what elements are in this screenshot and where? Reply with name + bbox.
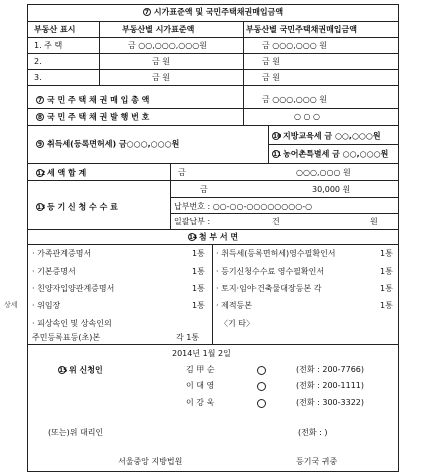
bond-total-label: 7 국 민 주 택 채 권 매 입 총 액 — [37, 95, 150, 105]
attach-right-5: 〈기 타〉 — [220, 319, 254, 328]
property-row-2-label: 2. — [34, 57, 42, 66]
header-standard-price: 부동산별 시가표준액 — [122, 25, 195, 34]
bulk-payment-count: 건 — [272, 217, 280, 226]
attach-right-3: · 토지·임야·건축물대장등본 각 — [216, 284, 322, 293]
agent-phone: (전화 : ) — [298, 428, 328, 437]
seal-icon — [257, 399, 266, 408]
bond-total-value: 금 ○○○,○○○ 원 — [262, 95, 327, 104]
registration-fee-label: 13 등 기 신 청 수 수 료 — [37, 202, 118, 212]
attach-right-4-count: 1통 — [380, 301, 393, 310]
rural-special-tax: 11 농어촌특별세 금 ○○,○○○원 — [273, 149, 389, 159]
registry-office: 등기국 귀중 — [296, 457, 338, 466]
attach-right-2: · 등기신청수수료 영수필확인서 — [216, 267, 325, 276]
tax-sum-currency: 금 — [178, 168, 186, 177]
property-row-2-bond: 금 원 — [262, 57, 280, 66]
property-row-1-label: 1. 주 택 — [34, 41, 63, 50]
seal-icon — [257, 366, 266, 375]
attach-left-3: · 친양자입양관계증명서 — [32, 284, 115, 293]
attach-right-4: · 제적등본 — [216, 301, 252, 310]
attach-right-1: · 취득세(등록면허세)영수필확인서 — [216, 249, 336, 258]
attach-left-4: · 위임장 — [32, 301, 61, 310]
attach-left-2-count: 1통 — [192, 267, 205, 276]
circle-number-icon: 13 — [37, 204, 46, 211]
agent-label: (또는)위 대리인 — [48, 428, 104, 437]
circle-number-icon: 7 — [144, 9, 149, 16]
acquisition-tax: 9 취득세(등록면허세) 금○○○,○○○원 — [37, 139, 180, 149]
registration-fee-value: 30,000 원 — [312, 185, 351, 194]
bulk-payment-label: 일괄납부 : — [174, 217, 211, 226]
seal-icon — [257, 382, 266, 391]
bulk-payment-unit: 원 — [370, 217, 378, 226]
application-date: 2014년 1월 2일 — [172, 349, 231, 358]
attach-left-5: · 피상속인 및 상속인의 — [32, 319, 112, 328]
margin-note: 상세 — [4, 301, 18, 309]
court-name: 서울중앙 지방법원 — [118, 457, 183, 466]
applicant-3-phone: (전화 : 300-3322) — [296, 398, 364, 407]
applicant-1-name: 김 甲 순 — [186, 365, 215, 374]
bond-issue-label: 8 국 민 주 택 채 권 발 행 번 호 — [37, 112, 150, 122]
attach-left-1-count: 1통 — [192, 249, 205, 258]
education-tax: 10 지방교육세 금 ○○,○○○원 — [273, 131, 381, 141]
property-row-3-bond: 금 원 — [262, 73, 280, 82]
attach-left-4-count: 1통 — [192, 301, 205, 310]
circle-number-icon: 7 — [37, 97, 43, 104]
tax-sum-value: ○○○,○○○ 원 — [296, 168, 351, 177]
applicant-label: 15 위 신청인 — [59, 365, 103, 375]
circle-number-icon: 14 — [188, 234, 198, 241]
applicant-3-name: 이 강 욱 — [186, 398, 215, 407]
property-row-1-std: 금 ○○,○○○,○○○원 — [128, 41, 207, 50]
property-row-3-std: 금 원 — [152, 73, 170, 82]
property-row-3-label: 3. — [34, 73, 42, 82]
attach-left-6: 주민등록표등(초)본 — [32, 333, 101, 342]
circle-number-icon: 12 — [37, 170, 46, 177]
header-bond-amount: 부동산별 국민주택채권매입금액 — [246, 25, 357, 34]
registration-fee-currency: 금 — [200, 185, 208, 194]
attach-left-6-count: 각 1통 — [176, 333, 200, 342]
property-row-1-bond: 금 ○○○,○○○ 원 — [262, 41, 327, 50]
property-row-2-std: 금 원 — [152, 57, 170, 66]
attach-left-1: · 가족관계증명서 — [32, 249, 92, 258]
circle-number-icon: 8 — [37, 114, 43, 121]
attach-right-2-count: 1통 — [380, 267, 393, 276]
attach-left-3-count: 1통 — [192, 284, 205, 293]
payment-number: 납부번호 : ○○-○○-○○○○○○○○-○ — [174, 202, 313, 211]
circle-number-icon: 9 — [37, 141, 43, 148]
attach-right-3-count: 1통 — [380, 284, 393, 293]
attachments-title: 14 첨 부 서 면 — [188, 232, 239, 242]
applicant-2-phone: (전화 : 200-1111) — [296, 381, 364, 390]
circle-number-icon: 10 — [273, 133, 282, 140]
header-property: 부동산 표시 — [34, 25, 76, 34]
applicant-2-name: 이 대 영 — [186, 381, 215, 390]
circle-number-icon: 11 — [273, 151, 282, 158]
attach-right-1-count: 1통 — [380, 249, 393, 258]
circle-number-icon: 15 — [59, 367, 68, 374]
bond-issue-value: ○ ○ ○ — [294, 112, 321, 121]
applicant-1-phone: (전화 : 200-7766) — [296, 365, 364, 374]
tax-sum-label: 12 세 액 합 계 — [37, 168, 87, 178]
form-title: 7 시가표준액 및 국민주택채권매입금액 — [144, 7, 284, 17]
attach-left-2: · 기본증명서 — [32, 267, 76, 276]
